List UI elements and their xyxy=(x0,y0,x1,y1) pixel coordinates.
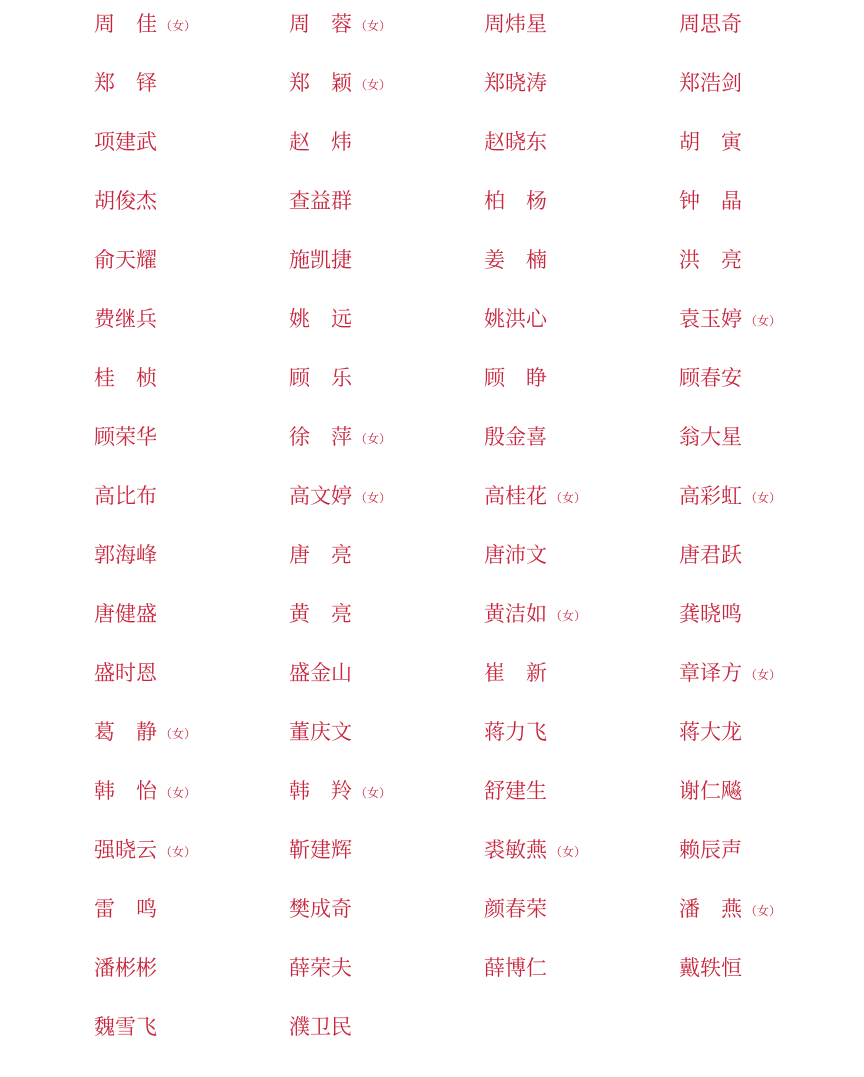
person-name: 高彩虹 xyxy=(679,484,742,508)
name-entry xyxy=(484,242,679,278)
person-name: 周 蓉 xyxy=(289,12,352,36)
name-entry xyxy=(484,596,679,632)
person-name: 殷金喜 xyxy=(484,425,547,449)
name-list xyxy=(94,6,854,1068)
name-entry xyxy=(484,301,679,337)
name-entry xyxy=(289,891,484,927)
name-entry xyxy=(289,1009,484,1045)
person-name: 郭海峰 xyxy=(94,543,157,567)
person-name: 赵晓东 xyxy=(484,130,547,154)
gender-note: （女） xyxy=(355,18,392,33)
name-entry xyxy=(289,714,484,750)
gender-note: （女） xyxy=(160,18,197,33)
name-entry xyxy=(679,360,854,396)
name-entry xyxy=(484,65,679,101)
person-name: 顾荣华 xyxy=(94,425,157,449)
person-name: 高文婷 xyxy=(289,484,352,508)
name-entry xyxy=(94,1009,289,1045)
name-entry xyxy=(289,773,484,809)
name-entry xyxy=(94,891,289,927)
name-entry xyxy=(94,301,289,337)
person-name: 郑晓涛 xyxy=(484,71,547,95)
name-entry xyxy=(679,183,854,219)
gender-note: （女） xyxy=(745,490,782,505)
person-name: 顾春安 xyxy=(679,366,742,390)
person-name: 颜春荣 xyxy=(484,897,547,921)
person-name: 徐 萍 xyxy=(289,425,352,449)
name-entry xyxy=(679,6,854,42)
name-entry xyxy=(289,950,484,986)
name-entry xyxy=(679,478,854,514)
person-name: 韩 羚 xyxy=(289,779,352,803)
person-name: 郑 颖 xyxy=(289,71,352,95)
name-entry xyxy=(289,6,484,42)
name-entry xyxy=(679,714,854,750)
name-entry xyxy=(289,65,484,101)
name-entry xyxy=(484,891,679,927)
name-entry xyxy=(679,596,854,632)
gender-note: （女） xyxy=(160,785,197,800)
person-name: 潘 燕 xyxy=(679,897,742,921)
name-entry xyxy=(94,832,289,868)
gender-note: （女） xyxy=(550,844,587,859)
name-entry xyxy=(289,478,484,514)
person-name: 唐君跃 xyxy=(679,543,742,567)
person-name: 袁玉婷 xyxy=(679,307,742,331)
person-name: 章译方 xyxy=(679,661,742,685)
person-name: 郑浩剑 xyxy=(679,71,742,95)
person-name: 戴轶恒 xyxy=(679,956,742,980)
name-entry xyxy=(289,242,484,278)
person-name: 崔 新 xyxy=(484,661,547,685)
name-entry xyxy=(289,183,484,219)
person-name: 舒建生 xyxy=(484,779,547,803)
person-name: 洪 亮 xyxy=(679,248,742,272)
person-name: 薛荣夫 xyxy=(289,956,352,980)
name-entry xyxy=(679,655,854,691)
name-entry xyxy=(289,537,484,573)
name-entry xyxy=(94,950,289,986)
person-name: 费继兵 xyxy=(94,307,157,331)
person-name: 唐沛文 xyxy=(484,543,547,567)
name-entry xyxy=(484,950,679,986)
gender-note: （女） xyxy=(355,490,392,505)
name-entry xyxy=(94,242,289,278)
name-entry xyxy=(484,714,679,750)
name-entry xyxy=(289,596,484,632)
person-name: 韩 怡 xyxy=(94,779,157,803)
name-entry xyxy=(94,6,289,42)
name-entry xyxy=(94,537,289,573)
gender-note: （女） xyxy=(160,844,197,859)
gender-note: （女） xyxy=(745,667,782,682)
name-entry xyxy=(679,537,854,573)
person-name: 黄 亮 xyxy=(289,602,352,626)
person-name: 盛时恩 xyxy=(94,661,157,685)
name-entry xyxy=(679,773,854,809)
person-name: 项建武 xyxy=(94,130,157,154)
name-entry xyxy=(679,950,854,986)
person-name: 翁大星 xyxy=(679,425,742,449)
person-name: 樊成奇 xyxy=(289,897,352,921)
gender-note: （女） xyxy=(550,608,587,623)
person-name: 盛金山 xyxy=(289,661,352,685)
name-entry xyxy=(484,832,679,868)
name-entry xyxy=(94,360,289,396)
name-entry xyxy=(679,891,854,927)
name-entry xyxy=(484,360,679,396)
name-entry xyxy=(94,596,289,632)
person-name: 谢仁飚 xyxy=(679,779,742,803)
name-entry xyxy=(94,124,289,160)
name-entry xyxy=(484,6,679,42)
person-name: 施凯捷 xyxy=(289,248,352,272)
name-entry xyxy=(484,655,679,691)
name-entry xyxy=(679,65,854,101)
name-entry xyxy=(94,65,289,101)
person-name: 周炜星 xyxy=(484,12,547,36)
person-name: 桂 桢 xyxy=(94,366,157,390)
person-name: 黄洁如 xyxy=(484,602,547,626)
name-entry xyxy=(94,714,289,750)
person-name: 柏 杨 xyxy=(484,189,547,213)
name-entry xyxy=(679,419,854,455)
person-name: 周 佳 xyxy=(94,12,157,36)
person-name: 董庆文 xyxy=(289,720,352,744)
person-name: 蒋力飞 xyxy=(484,720,547,744)
person-name: 顾 睁 xyxy=(484,366,547,390)
name-entry xyxy=(484,183,679,219)
person-name: 姜 楠 xyxy=(484,248,547,272)
name-entry xyxy=(289,419,484,455)
name-entry xyxy=(94,183,289,219)
gender-note: （女） xyxy=(550,490,587,505)
gender-note: （女） xyxy=(355,431,392,446)
person-name: 雷 鸣 xyxy=(94,897,157,921)
person-name: 强晓云 xyxy=(94,838,157,862)
name-entry xyxy=(484,419,679,455)
name-entry xyxy=(289,124,484,160)
person-name: 钟 晶 xyxy=(679,189,742,213)
person-name: 濮卫民 xyxy=(289,1015,352,1039)
name-entry xyxy=(679,301,854,337)
person-name: 裘敏燕 xyxy=(484,838,547,862)
name-entry xyxy=(679,124,854,160)
name-entry xyxy=(484,124,679,160)
person-name: 胡俊杰 xyxy=(94,189,157,213)
person-name: 唐 亮 xyxy=(289,543,352,567)
person-name: 高桂花 xyxy=(484,484,547,508)
name-entry xyxy=(94,773,289,809)
name-entry xyxy=(289,655,484,691)
gender-note: （女） xyxy=(745,313,782,328)
name-entry xyxy=(484,478,679,514)
name-entry xyxy=(94,419,289,455)
person-name: 赖辰声 xyxy=(679,838,742,862)
person-name: 潘彬彬 xyxy=(94,956,157,980)
person-name: 靳建辉 xyxy=(289,838,352,862)
person-name: 郑 铎 xyxy=(94,71,157,95)
person-name: 顾 乐 xyxy=(289,366,352,390)
person-name: 姚 远 xyxy=(289,307,352,331)
name-entry xyxy=(94,655,289,691)
name-entry xyxy=(679,242,854,278)
name-entry xyxy=(94,478,289,514)
gender-note: （女） xyxy=(160,726,197,741)
person-name: 葛 静 xyxy=(94,720,157,744)
person-name: 薛博仁 xyxy=(484,956,547,980)
person-name: 蒋大龙 xyxy=(679,720,742,744)
person-name: 唐健盛 xyxy=(94,602,157,626)
name-entry xyxy=(484,773,679,809)
person-name: 胡 寅 xyxy=(679,130,742,154)
name-entry xyxy=(484,537,679,573)
person-name: 高比布 xyxy=(94,484,157,508)
person-name: 魏雪飞 xyxy=(94,1015,157,1039)
gender-note: （女） xyxy=(745,903,782,918)
name-entry xyxy=(289,832,484,868)
gender-note: （女） xyxy=(355,77,392,92)
gender-note: （女） xyxy=(355,785,392,800)
person-name: 龚晓鸣 xyxy=(679,602,742,626)
person-name: 查益群 xyxy=(289,189,352,213)
person-name: 俞天耀 xyxy=(94,248,157,272)
name-entry xyxy=(289,360,484,396)
person-name: 周思奇 xyxy=(679,12,742,36)
name-entry xyxy=(289,301,484,337)
name-entry xyxy=(679,832,854,868)
person-name: 姚洪心 xyxy=(484,307,547,331)
person-name: 赵 炜 xyxy=(289,130,352,154)
